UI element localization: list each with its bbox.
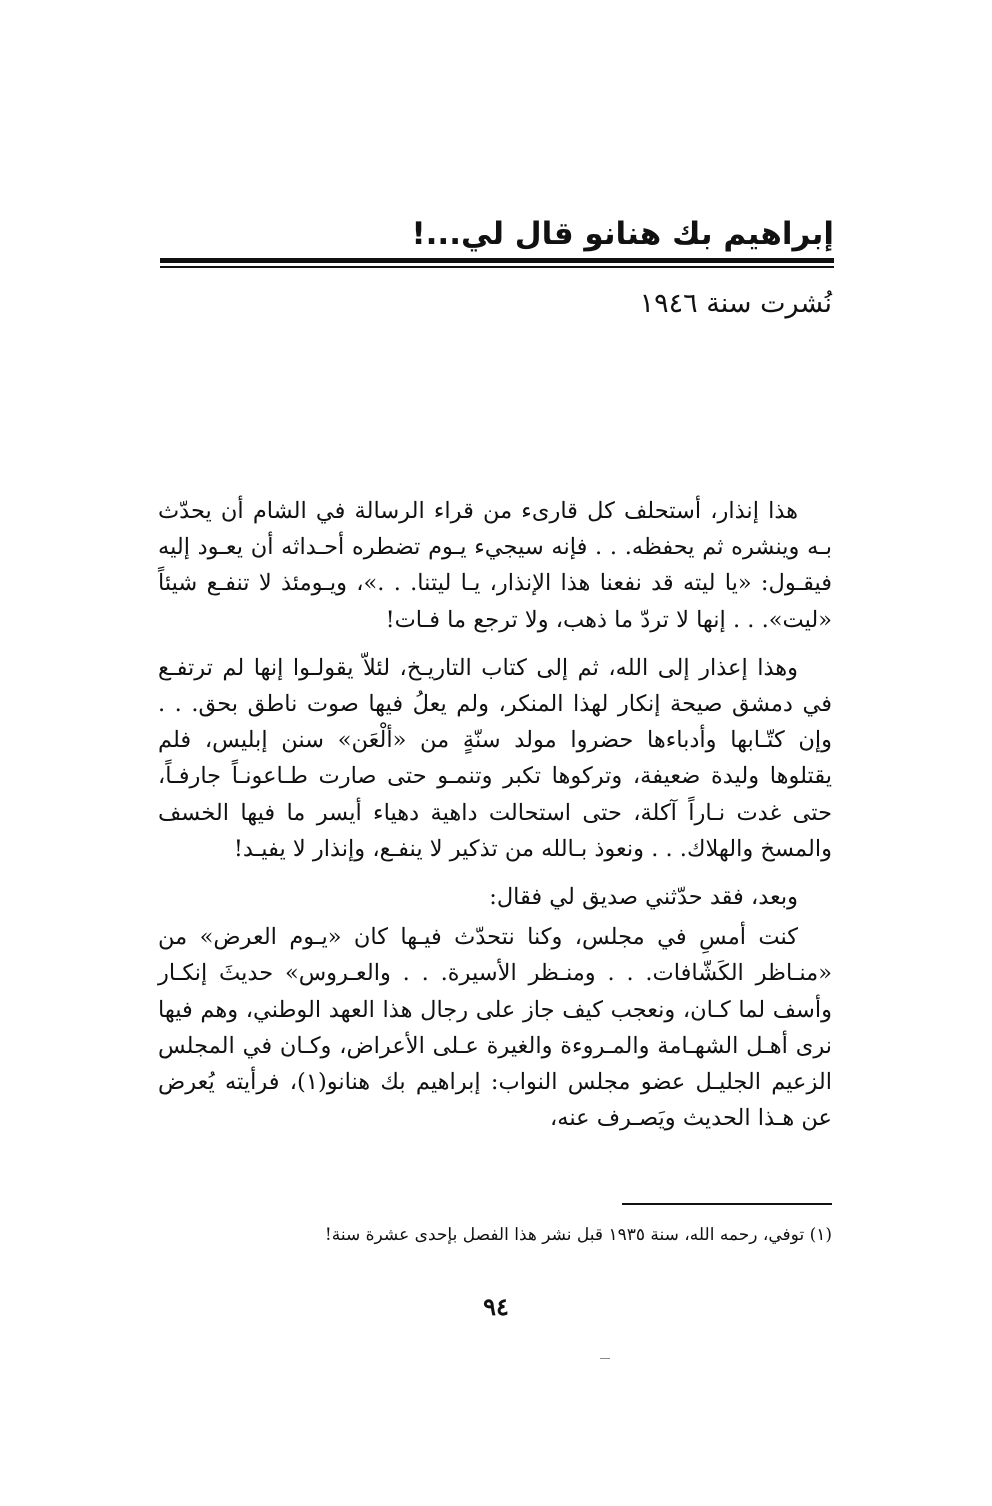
page-number: ٩٤ <box>483 1292 509 1321</box>
paragraph-warning: هذا إنذار، أستحلف كل قارىء من قراء الرسالة في الشام أن يحدّث بـه وينشره ثم يحفظه. . . فإنه سيجيء يـوم تضطره أحـداثه أن يعـود إليه فيقـول: «يا ليته قد نفعنا هذا الإنذار، يـا ليتنا. . .»، ويـومئذ لا تنفـع شيئاً «ليت». . . إنها لا تردّ ما ذهب، ولا ترجع ما فـات! <box>158 498 832 633</box>
chapter-title: إبراهيم بك هنانو قال لي...! <box>411 216 834 252</box>
footnote: (١) توفي، رحمه الله، سنة ١٩٣٥ قبل نشر هذا الفصل بإحدى عشرة سنة! <box>324 1225 832 1245</box>
footnote-rule <box>622 1203 832 1205</box>
paragraph-friend-intro: وبعد، فقد حدّثني صديق لي فقال: <box>489 884 798 911</box>
scan-speck <box>600 1358 610 1359</box>
title-rule-thick <box>160 258 834 263</box>
body-text <box>158 493 832 1148</box>
publication-note: نُشرت سنة ١٩٤٦ <box>639 288 832 319</box>
paragraph-excuse: وهذا إعذار إلى الله، ثم إلى كتاب التاريـخ، لئلاّ يقولـوا إنها لم ترتفـع في دمشق صيحة إنكار لهذا المنكر، ولم يعلُ فيها صوت ناطق بحق. . . وإن كتّـابها وأدباءها حضروا مولد سنّةٍ من «ألْعَن» سنن إبليس، فلم يقتلوها وليدة ضعيفة، وتركوها تكبر وتنمـو حتى صارت طـاعونـاً جارفـاً، حتى غدت نـاراً آكلة، حتى استحالت داهية دهياء أيسر ما فيها الخسف والمسخ والهلاك. . . ونعوذ بـالله من تذكير لا ينفـع، وإنذار لا يفيـد! <box>158 654 833 862</box>
title-rule-thin <box>160 266 834 268</box>
paragraph-friend-story: كنت أمسِ في مجلس، وكنا نتحدّث فيـها كان «يـوم العرض» من «منـاظر الكَشّافات. . . ومنـظر الأسيرة. . . والعـروس» حديثَ إنكـار وأسف لما كـان، ونعجب كيف جاز على رجال هذا العهد الوطني، وهم فيها نرى أهـل الشهـامة والمـروءة والغيرة عـلى الأعراض، وكـان في المجلس الزعيم الجليـل عضو مجلس النواب: إبراهيم بك هنانو(١)، فرأيته يُعرض عن هـذا الحديث ويَصـرف عنه، <box>158 924 832 1132</box>
